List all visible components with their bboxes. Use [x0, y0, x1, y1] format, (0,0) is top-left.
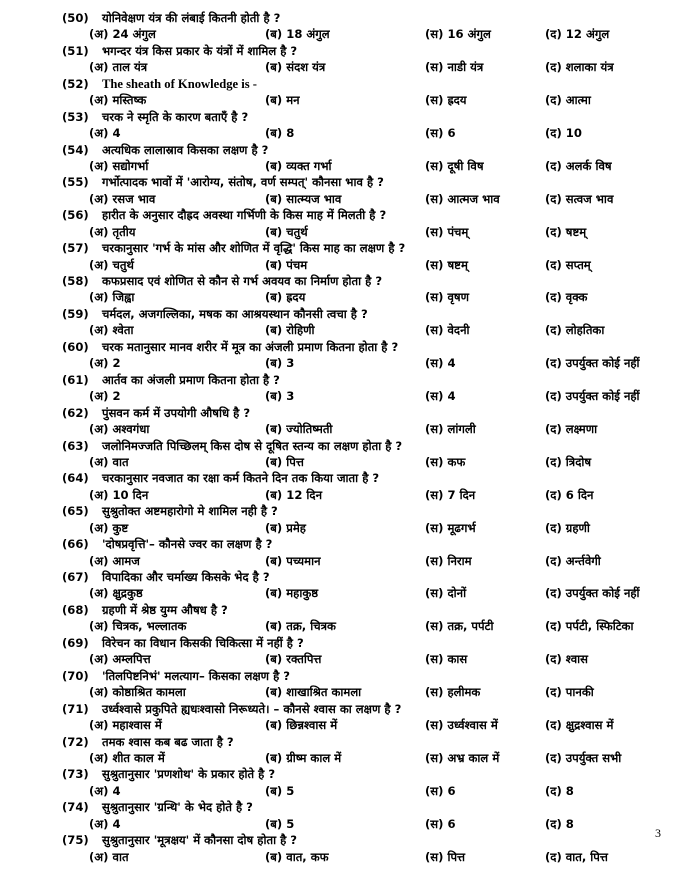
question-number: (60)	[62, 339, 89, 354]
option-d: (द) उपर्युक्त कोई नहीं	[545, 586, 640, 601]
question-line	[0, 142, 680, 158]
question-number: (75)	[62, 833, 89, 848]
question-line	[0, 799, 680, 815]
option-c: (स) 4	[425, 389, 456, 404]
option-a: (अ) महाश्वास में	[89, 718, 162, 732]
question-text: उर्ध्वश्वासे प्रकुपिते ह्यधःश्वासो निरूध्यते। – कौनसे श्वास का लक्षण है ?	[102, 701, 402, 716]
option-d: (द) सत्वज भाव	[545, 191, 614, 206]
question-page	[0, 10, 680, 865]
option-b: (ब) सात्म्यज भाव	[265, 191, 342, 206]
question-text: अत्यधिक लालास्राव किसका लक्षण है ?	[102, 142, 269, 157]
question-line	[0, 503, 680, 519]
question-number: (50)	[62, 11, 89, 25]
question-text: 'तिलपिष्टनिभं' मलत्याग– किसका लक्षण है ?	[102, 668, 290, 683]
question-line	[0, 306, 680, 322]
question-text: चरकानुसार नवजात का रक्षा कर्म कितने दिन तक किया जाता है ?	[102, 471, 380, 486]
question-number: (57)	[62, 241, 89, 256]
option-c: (स) मूढगर्भ	[425, 520, 476, 535]
question-text: चरकानुसार 'गर्भ के मांस और शोणित में वृद्धि' किस माह का लक्षण है ?	[102, 241, 406, 256]
question-number: (65)	[62, 504, 89, 519]
option-b: (ब) छिन्नश्वास में	[265, 718, 338, 732]
question-number: (73)	[62, 767, 89, 782]
option-d: (द) 12 अंगुल	[545, 27, 610, 42]
question-text: हारीत के अनुसार दौह्रद अवस्था गर्भिणी के किस माह में मिलती है ?	[102, 208, 387, 223]
option-a: (अ) अम्लपित्त	[89, 652, 151, 667]
option-a: (अ) वात	[89, 454, 129, 469]
options-row	[0, 257, 680, 273]
option-a: (अ) अश्वगंधा	[89, 421, 150, 436]
option-b: (ब) तक्र, चित्रक	[265, 619, 336, 634]
options-row	[0, 717, 680, 733]
question-text: सुश्रुतानुसार 'मूत्रक्षय' में कौनसा दोष होता है ?	[102, 833, 298, 848]
option-b: (ब) रक्तपित्त	[265, 652, 322, 667]
option-a: (अ) क्षुद्रकुष्ठ	[89, 586, 143, 601]
option-d: (द) शलाका यंत्र	[545, 60, 614, 75]
option-d: (द) लोहतिका	[545, 323, 605, 338]
options-row	[0, 191, 680, 207]
option-d: (द) पानकी	[545, 685, 594, 700]
question-item	[0, 438, 680, 471]
option-b: (ब) वात, कफ	[265, 849, 329, 864]
question-line	[0, 734, 680, 750]
option-c: (स) ह्रदय	[425, 93, 467, 108]
option-c: (स) वृषण	[425, 290, 470, 305]
options-row	[0, 849, 680, 865]
options-row	[0, 585, 680, 601]
question-text: कफप्रसाद एवं शोणित से कौन से गर्भ अवयव का निर्माण होता है ?	[102, 274, 383, 289]
options-row	[0, 618, 680, 634]
option-a: (अ) तृतीय	[89, 224, 136, 239]
question-line	[0, 668, 680, 684]
question-item	[0, 536, 680, 569]
option-b: (ब) मन	[265, 93, 300, 108]
question-number: (51)	[62, 43, 89, 58]
question-item	[0, 306, 680, 339]
option-b: (ब) 3	[265, 356, 295, 371]
question-text: पुंसवन कर्म में उपयोगी औषधि है ?	[102, 405, 251, 420]
option-c: (स) हलीमक	[425, 685, 481, 700]
option-d: (द) उपर्युक्त कोई नहीं	[545, 356, 640, 371]
question-line	[0, 470, 680, 486]
options-row	[0, 520, 680, 536]
question-number: (54)	[62, 142, 89, 157]
question-number: (72)	[62, 734, 89, 749]
question-text: विरेचन का विधान किसकी चिकित्सा में नहीं है ?	[102, 635, 304, 650]
option-b: (ब) 5	[265, 783, 295, 798]
question-line	[0, 832, 680, 848]
option-a: (अ) 4	[89, 783, 121, 798]
option-d: (द) सप्तम्	[545, 257, 591, 272]
question-number: (56)	[62, 208, 89, 223]
option-c: (स) नाडी यंत्र	[425, 60, 484, 75]
question-text: सुश्रुतोक्त अष्टमहारोगो मे शामिल नही है ?	[102, 504, 278, 519]
option-c: (स) 7 दिन	[425, 487, 476, 502]
option-d: (द) क्षुद्रश्वास में	[545, 718, 614, 732]
question-line	[0, 10, 680, 26]
question-item	[0, 635, 680, 668]
option-d: (द) 10	[545, 125, 582, 140]
options-row	[0, 388, 680, 404]
question-line	[0, 76, 680, 92]
question-text: भगन्दर यंत्र किस प्रकार के यंत्रों में शामिल है ?	[102, 43, 298, 58]
option-d: (द) आत्मा	[545, 93, 591, 108]
question-text: सुश्रुतानुसार 'ग्रन्थि' के भेद होते है ?	[102, 800, 253, 815]
question-text: सुश्रुतानुसार 'प्रणशोथ' के प्रकार होते है ?	[102, 767, 276, 782]
question-text: चर्मदल, अजगल्लिका, मषक का आश्रयस्थान कौनसी त्वचा है ?	[102, 307, 368, 322]
option-d: (द) अलर्क विष	[545, 158, 612, 173]
option-b: (ब) पच्यमान	[265, 553, 321, 568]
option-d: (द) 8	[545, 783, 574, 798]
option-d: (द) उपर्युक्त सभी	[545, 750, 622, 765]
question-line	[0, 339, 680, 355]
question-item	[0, 734, 680, 767]
question-text: चरक ने स्मृति के कारण बताएँ है ?	[102, 109, 249, 124]
question-item	[0, 207, 680, 240]
option-c: (स) 6	[425, 783, 456, 798]
option-c: (स) अभ्र काल में	[425, 750, 500, 765]
question-number: (63)	[62, 438, 89, 453]
question-number: (53)	[62, 109, 89, 124]
options-row	[0, 26, 680, 42]
option-b: (ब) 18 अंगुल	[265, 27, 330, 42]
options-row	[0, 59, 680, 75]
question-line	[0, 635, 680, 651]
question-item	[0, 701, 680, 734]
question-number: (59)	[62, 307, 89, 322]
question-item	[0, 10, 680, 43]
question-item	[0, 372, 680, 405]
question-line	[0, 109, 680, 125]
question-number: (67)	[62, 570, 89, 585]
question-item	[0, 799, 680, 832]
question-number: (66)	[62, 537, 89, 552]
option-a: (अ) 2	[89, 389, 121, 404]
option-d: (द) अर्न्तवेगी	[545, 553, 601, 568]
question-line	[0, 240, 680, 256]
option-c: (स) लांगली	[425, 421, 476, 436]
option-b: (ब) पित्त	[265, 454, 304, 469]
option-b: (ब) संदश यंत्र	[265, 60, 326, 75]
option-a: (अ) रसज भाव	[89, 191, 156, 206]
options-row	[0, 487, 680, 503]
option-c: (स) वेदनी	[425, 323, 470, 338]
option-c: (स) पित्त	[425, 849, 466, 864]
option-c: (स) कफ	[425, 454, 466, 469]
option-c: (स) दोनों	[425, 586, 467, 601]
question-line	[0, 174, 680, 190]
question-line	[0, 602, 680, 618]
option-a: (अ) वात	[89, 849, 129, 864]
option-c: (स) कास	[425, 652, 468, 667]
question-text: विपादिका और चर्माख्य किसके भेद है ?	[102, 570, 270, 585]
question-line	[0, 43, 680, 59]
question-text: गर्भोत्पादक भावों में 'आरोग्य, संतोष, वर्ण सम्पत्' कौनसा भाव है ?	[102, 175, 384, 190]
option-c: (स) आत्मज भाव	[425, 191, 500, 206]
question-text: चरक मतानुसार मानव शरीर में मूत्र का अंजली प्रमाण कितना होता है ?	[102, 339, 399, 354]
option-d: (द) 8	[545, 816, 574, 831]
option-a: (अ) जिह्वा	[89, 290, 135, 305]
question-item	[0, 832, 680, 865]
question-item	[0, 602, 680, 635]
option-b: (ब) 12 दिन	[265, 487, 323, 502]
options-row	[0, 750, 680, 766]
question-item	[0, 339, 680, 372]
option-d: (द) श्वास	[545, 652, 589, 667]
options-row	[0, 816, 680, 832]
options-row	[0, 92, 680, 108]
question-item	[0, 405, 680, 438]
option-a: (अ) सद्योगर्भा	[89, 158, 149, 173]
question-line	[0, 372, 680, 388]
options-row	[0, 454, 680, 470]
option-a: (अ) मस्तिष्क	[89, 93, 147, 108]
question-item	[0, 470, 680, 503]
option-c: (स) षष्टम्	[425, 257, 468, 272]
options-row	[0, 421, 680, 437]
option-d: (द) षष्टम्	[545, 224, 587, 239]
option-d: (द) पर्पटी, स्फिटिका	[545, 619, 634, 634]
question-item	[0, 109, 680, 142]
question-text: तमक श्वास कब बढ जाता है ?	[102, 734, 234, 749]
question-text: योनिवेक्षण यंत्र की लंबाई कितनी होती है ?	[102, 11, 281, 25]
question-number: (74)	[62, 800, 89, 815]
page-number: 3	[655, 826, 661, 840]
option-c: (स) 4	[425, 356, 456, 371]
question-number: (68)	[62, 603, 89, 618]
option-a: (अ) आमज	[89, 553, 140, 568]
option-c: (स) दूषी विष	[425, 158, 484, 173]
question-number: (70)	[62, 668, 89, 683]
question-item	[0, 43, 680, 76]
option-a: (अ) श्वेता	[89, 323, 134, 338]
option-b: (ब) रोहिणी	[265, 323, 315, 338]
option-b: (ब) ह्रदय	[265, 290, 306, 305]
question-line	[0, 207, 680, 223]
option-c: (स) 16 अंगुल	[425, 27, 491, 42]
option-b: (ब) 5	[265, 816, 295, 831]
question-number: (62)	[62, 405, 89, 420]
option-b: (ब) पंचम	[265, 257, 308, 272]
question-text: The sheath of Knowledge is -	[102, 76, 257, 91]
option-b: (ब) 8	[265, 125, 295, 140]
option-a: (अ) ताल यंत्र	[89, 60, 148, 75]
option-b: (ब) चतुर्थ	[265, 224, 308, 239]
options-row	[0, 355, 680, 371]
question-text: 'दोषप्रवृत्ति'– कौनसे ज्वर का लक्षण है ?	[102, 537, 273, 552]
question-item	[0, 174, 680, 207]
options-row	[0, 224, 680, 240]
question-line	[0, 766, 680, 782]
options-row	[0, 684, 680, 700]
option-c: (स) पंचम्	[425, 224, 469, 239]
option-d: (द) वात, पित्त	[545, 849, 608, 864]
question-text: ग्रहणी में श्रेष्ठ युग्म औषध है ?	[102, 603, 228, 618]
question-text: आर्तव का अंजली प्रमाण कितना होता है ?	[102, 372, 280, 387]
question-item	[0, 668, 680, 701]
option-d: (द) ग्रहणी	[545, 520, 590, 535]
option-a: (अ) 2	[89, 356, 121, 371]
option-b: (ब) ग्रीष्म काल में	[265, 750, 342, 765]
question-line	[0, 536, 680, 552]
question-number: (52)	[62, 76, 89, 91]
question-number: (71)	[62, 701, 89, 716]
option-a: (अ) चतुर्थ	[89, 257, 134, 272]
question-line	[0, 405, 680, 421]
option-b: (ब) महाकुष्ठ	[265, 586, 319, 601]
question-number: (61)	[62, 372, 89, 387]
option-c: (स) निराम	[425, 553, 472, 568]
option-b: (ब) शाखाश्रित कामला	[265, 685, 362, 700]
options-row	[0, 783, 680, 799]
options-row	[0, 651, 680, 667]
question-item	[0, 240, 680, 273]
question-line	[0, 438, 680, 454]
question-item	[0, 142, 680, 175]
option-b: (ब) व्यक्त गर्भा	[265, 158, 332, 173]
option-b: (ब) ज्योतिष्मती	[265, 421, 333, 436]
question-number: (58)	[62, 274, 89, 289]
option-a: (अ) कोष्ठाश्रित कामला	[89, 685, 186, 700]
options-row	[0, 289, 680, 305]
question-number: (55)	[62, 175, 89, 190]
option-b: (ब) 3	[265, 389, 295, 404]
option-d: (द) 6 दिन	[545, 487, 594, 502]
question-line	[0, 273, 680, 289]
option-c: (स) 6	[425, 125, 456, 140]
option-a: (अ) शीत काल में	[89, 750, 165, 765]
question-number: (69)	[62, 635, 89, 650]
options-row	[0, 322, 680, 338]
question-line	[0, 701, 680, 717]
question-item	[0, 503, 680, 536]
option-b: (ब) प्रमेह	[265, 520, 306, 535]
option-a: (अ) 4	[89, 125, 121, 140]
option-a: (अ) 4	[89, 816, 121, 831]
option-d: (द) त्रिदोष	[545, 454, 592, 469]
option-c: (स) उर्ध्वश्वास में	[425, 718, 498, 732]
option-c: (स) तक्र, पर्पटी	[425, 619, 494, 634]
question-number: (64)	[62, 471, 89, 486]
options-row	[0, 553, 680, 569]
option-d: (द) वृक्क	[545, 290, 588, 305]
option-a: (अ) चित्रक, भल्लातक	[89, 619, 187, 634]
question-item	[0, 76, 680, 109]
option-d: (द) लक्ष्मणा	[545, 421, 598, 436]
question-text: जलोनिमज्जति पिच्छिलम् किस दोष से दूषित स्तन्य का लक्षण होता है ?	[102, 438, 403, 453]
option-c: (स) 6	[425, 816, 456, 831]
question-item	[0, 273, 680, 306]
question-item	[0, 766, 680, 799]
question-item	[0, 569, 680, 602]
option-a: (अ) कुष्ट	[89, 520, 129, 535]
options-row	[0, 125, 680, 141]
option-a: (अ) 24 अंगुल	[89, 27, 156, 42]
option-d: (द) उपर्युक्त कोई नहीं	[545, 389, 640, 404]
options-row	[0, 158, 680, 174]
option-a: (अ) 10 दिन	[89, 487, 149, 502]
question-line	[0, 569, 680, 585]
